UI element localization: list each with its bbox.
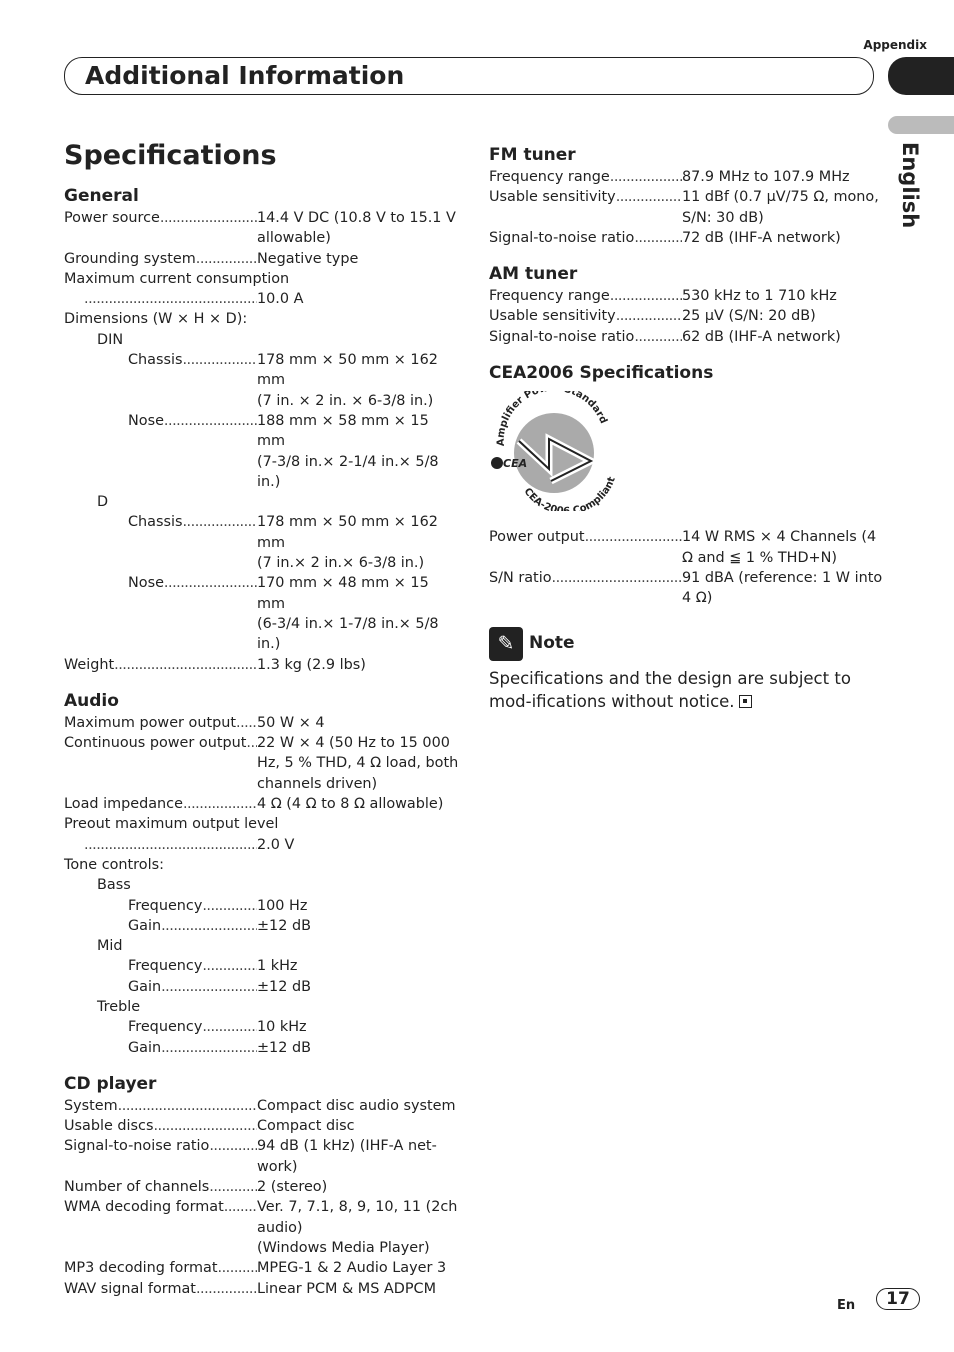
spec-label: Frequency bbox=[128, 1019, 203, 1036]
spec-row bbox=[64, 916, 459, 936]
spec-value: 11 dBf (0.7 µV/75 Ω, mono, S/N: 30 dB) bbox=[682, 189, 879, 226]
spec-value: Linear PCM & MS ADPCM bbox=[257, 1280, 437, 1297]
spec-value: 14.4 V DC (10.8 V to 15.1 V allowable) bbox=[257, 210, 456, 247]
spec-row bbox=[64, 1279, 459, 1299]
spec-value: 1.3 kg (2.9 lbs) bbox=[257, 656, 366, 673]
spec-row bbox=[64, 512, 459, 573]
right-column bbox=[489, 143, 884, 714]
spec-label: Signal-to-noise ratio bbox=[489, 229, 635, 246]
cea-logo-bottom-text: CEA-20 Compliant bbox=[521, 475, 618, 512]
language-label: English bbox=[898, 142, 922, 229]
spec-label: S/N ratio bbox=[489, 569, 552, 586]
spec-label: Number of channels bbox=[64, 1179, 210, 1196]
spec-value: (Windows Media Player) bbox=[257, 1239, 430, 1256]
spec-label: System bbox=[64, 1097, 118, 1114]
spec-label: Usable discs bbox=[64, 1118, 154, 1135]
spec-row bbox=[489, 568, 884, 609]
spec-value: (7-3/8 in.× 2-1/4 in.× 5/8 in.) bbox=[257, 453, 439, 490]
spec-sublabel: Treble bbox=[97, 998, 141, 1015]
cea-logo-top-text: Amplifier Po tandard bbox=[495, 391, 609, 447]
note-pencil-icon: ✎ bbox=[489, 627, 523, 661]
spec-row bbox=[489, 187, 884, 228]
spec-sublabel: D bbox=[97, 494, 109, 511]
note-label: Note bbox=[529, 633, 575, 654]
spec-label: MP3 decoding format bbox=[64, 1260, 218, 1277]
spec-row bbox=[64, 289, 459, 309]
spec-label: Grounding system bbox=[64, 250, 196, 267]
spec-label: Frequency bbox=[128, 897, 203, 914]
spec-label: Frequency bbox=[128, 958, 203, 975]
spec-value: 62 dB (IHF-A network) bbox=[682, 328, 841, 345]
language-tab bbox=[888, 116, 954, 134]
fm-section bbox=[489, 143, 884, 248]
spec-row bbox=[64, 573, 459, 654]
spec-row bbox=[64, 208, 459, 249]
cea-heading: CEA2006 Specifications bbox=[489, 363, 714, 384]
spec-label: Continuous power output bbox=[64, 735, 247, 752]
spec-label: Tone controls: bbox=[64, 856, 164, 873]
spec-label: Chassis bbox=[128, 352, 183, 369]
spec-row bbox=[64, 977, 459, 997]
audio-heading: Audio bbox=[64, 690, 119, 711]
spec-value: 94 dB (1 kHz) (IHF-A net-work) bbox=[257, 1138, 437, 1175]
page-title: Specifications bbox=[64, 140, 277, 171]
spec-label: Gain bbox=[128, 1039, 162, 1056]
section-header bbox=[64, 57, 874, 95]
header-tab bbox=[888, 57, 954, 95]
spec-value: Compact disc bbox=[257, 1118, 355, 1135]
cd-heading: CD player bbox=[64, 1073, 157, 1094]
page-number: 17 bbox=[876, 1288, 920, 1310]
spec-row bbox=[489, 327, 884, 347]
spec-label: WAV signal format bbox=[64, 1280, 196, 1297]
spec-value: 1 kHz bbox=[257, 958, 298, 975]
general-heading: General bbox=[64, 186, 139, 206]
spec-row bbox=[64, 896, 459, 916]
spec-label: Signal-to-noise ratio bbox=[489, 328, 635, 345]
spec-label: Signal-to-noise ratio bbox=[64, 1138, 210, 1155]
spec-value: 10 kHz bbox=[257, 1019, 307, 1036]
spec-label: Weight bbox=[64, 656, 115, 673]
am-section bbox=[489, 262, 884, 347]
spec-value: 2 (stereo) bbox=[257, 1179, 328, 1196]
spec-row bbox=[64, 249, 459, 269]
spec-label: Nose bbox=[128, 575, 164, 592]
spec-label: Frequency range bbox=[489, 288, 610, 305]
spec-row bbox=[64, 835, 459, 855]
spec-row bbox=[64, 1116, 459, 1136]
spec-row bbox=[489, 527, 884, 568]
spec-value: (7 in. × 2 in. × 6-3/8 in.) bbox=[257, 392, 434, 409]
spec-value: Negative type bbox=[257, 250, 359, 267]
section-title: Additional Information bbox=[85, 61, 405, 90]
spec-row bbox=[489, 286, 884, 306]
spec-label: Gain bbox=[128, 917, 162, 934]
left-column bbox=[64, 184, 459, 1313]
spec-label: Chassis bbox=[128, 514, 183, 531]
spec-value: Compact disc audio system bbox=[257, 1097, 456, 1114]
spec-value: 22 W × 4 (50 Hz to 15 000 Hz, 5 % THD, 4 Ω load, both channels driven) bbox=[257, 735, 459, 792]
spec-row bbox=[64, 956, 459, 976]
spec-label: Gain bbox=[128, 978, 162, 995]
spec-sublabel: Mid bbox=[97, 938, 123, 955]
spec-value: 91 dBA (reference: 1 W into 4 Ω) bbox=[682, 569, 883, 607]
spec-value: 100 Hz bbox=[257, 897, 308, 914]
spec-row bbox=[64, 1038, 459, 1058]
cea-2006-logo bbox=[489, 391, 619, 511]
spec-value: 14 W RMS × 4 Channels (4 Ω and ≦ 1 % THD+N) bbox=[682, 529, 877, 566]
spec-value: ±12 dB bbox=[257, 1039, 311, 1056]
spec-value: 178 mm × 50 mm × 162 mm bbox=[257, 514, 438, 551]
spec-value: ±12 dB bbox=[257, 978, 311, 995]
spec-value: 530 kHz to 1 710 kHz bbox=[682, 288, 837, 305]
spec-label: Power source bbox=[64, 210, 160, 226]
end-mark-icon bbox=[739, 695, 752, 708]
am-heading: AM tuner bbox=[489, 264, 578, 285]
footer-language: En bbox=[837, 1298, 856, 1313]
spec-value: 50 W × 4 bbox=[257, 714, 325, 731]
spec-label: Power output bbox=[489, 529, 585, 546]
spec-label: Frequency range bbox=[489, 169, 610, 185]
spec-value: (6-3/4 in.× 1-7/8 in.× 5/8 in.) bbox=[257, 615, 439, 653]
spec-value: 2.0 V bbox=[257, 836, 295, 853]
spec-row bbox=[64, 1258, 459, 1278]
spec-value: MPEG-1 & 2 Audio Layer 3 bbox=[257, 1260, 447, 1277]
spec-value: 188 mm × 58 mm × 15 mm bbox=[257, 412, 429, 450]
appendix-label: Appendix bbox=[863, 38, 927, 52]
spec-value: (7 in.× 2 in.× 6-3/8 in.) bbox=[257, 555, 425, 572]
spec-label: Nose bbox=[128, 412, 164, 429]
spec-row bbox=[64, 411, 459, 492]
spec-value: 25 µV (S/N: 20 dB) bbox=[682, 308, 816, 325]
note-block bbox=[489, 627, 884, 714]
spec-row bbox=[489, 167, 884, 187]
spec-label: Maximum current consumption bbox=[64, 270, 290, 287]
spec-value: 72 dB (IHF-A network) bbox=[682, 229, 841, 246]
cea-section bbox=[489, 361, 884, 608]
spec-row bbox=[64, 1197, 459, 1258]
spec-value: ±12 dB bbox=[257, 917, 311, 934]
spec-sublabel: Bass bbox=[97, 877, 131, 894]
spec-row bbox=[64, 655, 459, 675]
spec-value: 87.9 MHz to 107.9 MHz bbox=[682, 169, 850, 185]
spec-value: 4 Ω (4 Ω to 8 Ω allowable) bbox=[257, 796, 444, 813]
cd-section bbox=[64, 1072, 459, 1299]
spec-value: 178 mm × 50 mm × 162 mm bbox=[257, 352, 438, 389]
audio-section bbox=[64, 689, 459, 1058]
spec-row bbox=[64, 1177, 459, 1197]
general-section bbox=[64, 184, 459, 675]
cea-logo-mark: CEA bbox=[503, 457, 528, 471]
note-text: Specifications and the design are subject to mod-ifications without notice. bbox=[489, 668, 851, 712]
spec-row bbox=[64, 733, 459, 794]
spec-label: Preout maximum output level bbox=[64, 816, 279, 833]
spec-row bbox=[64, 1017, 459, 1037]
spec-row bbox=[489, 306, 884, 326]
spec-value: 170 mm × 48 mm × 15 mm bbox=[257, 575, 429, 612]
spec-label: Usable sensitivity bbox=[489, 308, 616, 325]
spec-row bbox=[489, 228, 884, 248]
spec-row bbox=[64, 794, 459, 814]
spec-row bbox=[64, 1096, 459, 1116]
spec-sublabel: DIN bbox=[97, 331, 124, 348]
spec-label: Usable sensitivity bbox=[489, 189, 616, 206]
spec-label: Maximum power output bbox=[64, 714, 236, 731]
fm-heading: FM tuner bbox=[489, 145, 576, 165]
spec-value: Ver. 7, 7.1, 8, 9, 10, 11 (2ch audio) bbox=[257, 1199, 458, 1236]
spec-value: 10.0 A bbox=[257, 291, 304, 308]
spec-label: WMA decoding format bbox=[64, 1199, 224, 1216]
spec-row bbox=[64, 713, 459, 733]
spec-label: Dimensions (W × H × D): bbox=[64, 311, 248, 328]
spec-label: Load impedance bbox=[64, 796, 183, 813]
spec-row bbox=[64, 350, 459, 411]
spec-row bbox=[64, 1136, 459, 1177]
